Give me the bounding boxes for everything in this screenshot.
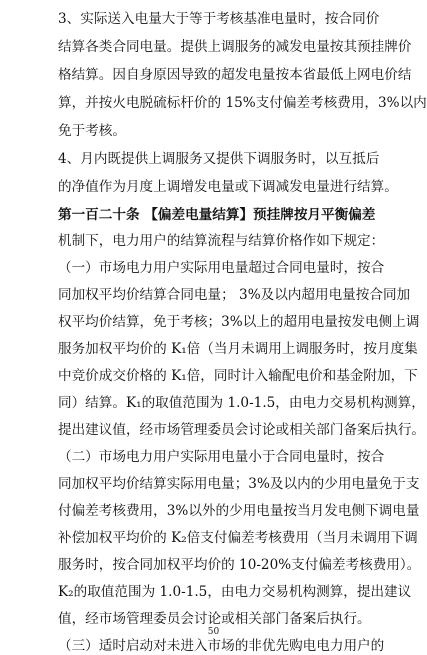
text-line: 免于考核。 [58, 123, 126, 139]
text-line: （三）适时启动对未进入市场的非优先购电电力用户的 [58, 638, 385, 654]
text-line: 机制下，电力用户的结算流程与结算价格作如下规定： [58, 233, 385, 249]
text-line: 同）结算。K₁的取值范围为 1.0-1.5，由电力交易机构测算， [58, 395, 425, 411]
article-heading-line: 第一百二十条 【偏差电量结算】预挂牌按月平衡偏差 [58, 207, 376, 223]
text-line: 服务加权平均价的 K₁倍（当月未调用上调服务时，按月度集 [58, 341, 418, 357]
page-number: 50 [207, 627, 220, 637]
text-line: 格结算。因自身原因导致的超发电量按本省最低上网电价结 [58, 67, 412, 83]
text-line: 补偿加权平均价的 K₂倍支付偏差考核费用（当月未调用下调 [58, 530, 418, 546]
text-line: 同加权平均价结算合同电量； 3%及以内超用电量按合同加 [58, 287, 411, 303]
text-line: 服务时，按合同加权平均价的 10-20%支付偏差考核费用）。 [58, 557, 421, 573]
text-line: 同加权平均价结算实际用电量；3%及以内的少用电量免于支 [58, 476, 420, 492]
text-line: 付偏差考核费用，3%以外的少用电量按当月发电侧下调电量 [58, 503, 420, 519]
text-line: 的净值作为月度上调增发电量或下调减发电量进行结算。 [58, 179, 398, 195]
text-line: 结算各类合同电量。提供上调服务的减发电量按其预挂牌价 [58, 39, 412, 55]
text-line: 提出建议值，经市场管理委员会讨论或相关部门备案后执行。 [58, 422, 426, 438]
text-line: （二）市场电力用户实际用电量小于合同电量时，按合 [58, 449, 385, 465]
text-line: （一）市场电力用户实际用电量超过合同电量时，按合 [58, 260, 385, 276]
text-line: 值，经市场管理委员会讨论或相关部门备案后执行。 [58, 611, 371, 627]
text-line: 权平均价结算，免于考核；3%以上的超用电量按发电侧上调 [58, 314, 420, 330]
text-line: 中竞价成交价格的 K₁倍，同时计入输配电价和基金附加，下 [58, 368, 418, 384]
text-line: 4、月内既提供上调服务又提供下调服务时，以互抵后 [58, 151, 380, 167]
text-line: 3、实际送入电量大于等于考核基准电量时，按合同价 [58, 11, 380, 27]
text-line: 算，并按火电脱硫标杆价的 15%支付偏差考核费用，3%以内 [58, 95, 427, 111]
text-line: K₂的取值范围为 1.0-1.5，由电力交易机构测算，提出建议 [58, 584, 412, 600]
